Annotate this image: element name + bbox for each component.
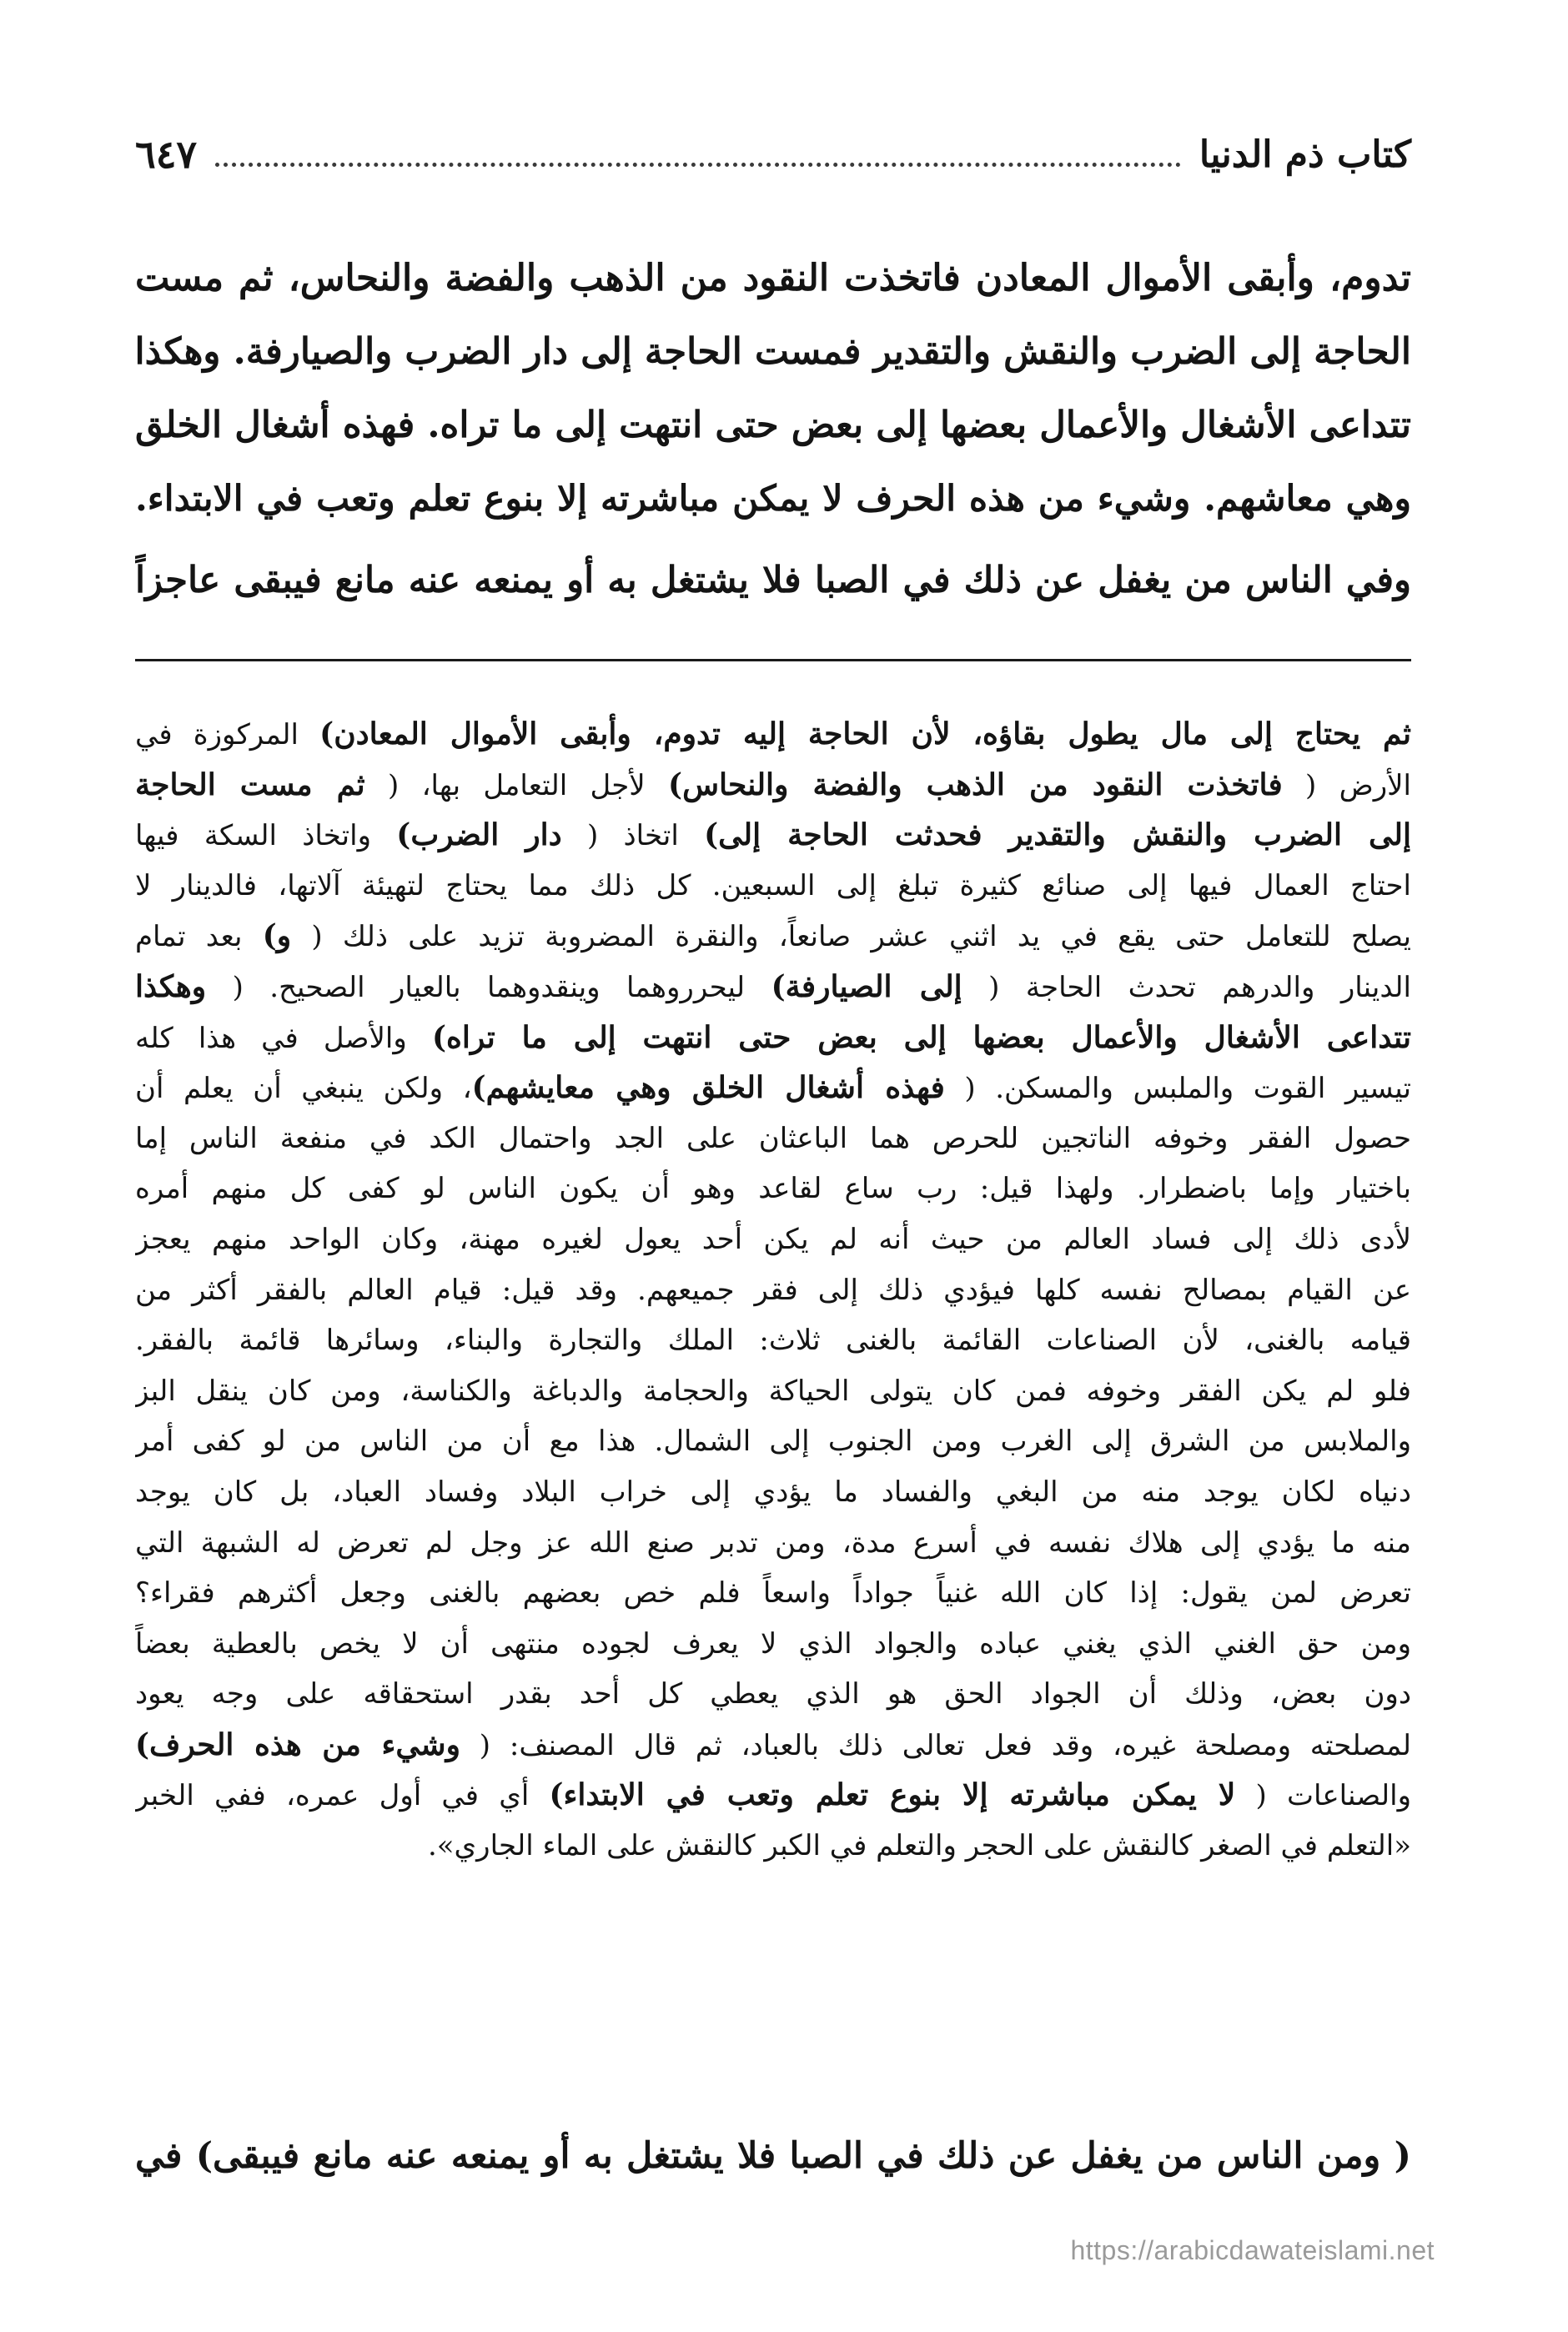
- commentary-line: [135, 861, 1411, 912]
- quoted-main-text: وشيء من هذه الحرف): [135, 1726, 460, 1762]
- quoted-main-text: وهكذا: [135, 968, 207, 1004]
- running-title: كتاب ذم الدنيا: [1199, 133, 1411, 176]
- quoted-main-text: و): [262, 918, 292, 954]
- watermark-url: https://arabicdawateislami.net: [1070, 2235, 1435, 2265]
- commentary-text: أي في أول عمره، ففي الخبر: [135, 1779, 550, 1813]
- commentary-text: ، ولكن ينبغي أن يعلم أن: [135, 1072, 472, 1106]
- commentary-text: لأجل التعامل بها، (: [364, 768, 669, 802]
- quoted-main-text: تتداعى الأشغال والأعمال بعضها إلى بعض حتى انتهت إلى ما تراه): [431, 1019, 1411, 1055]
- commentary-text: عن القيام بمصالح نفسه كلها فيؤدي ذلك إلى فقر جميعهم. وقد قيل: قيام العالم بالفقر أكثر من: [135, 1273, 1411, 1307]
- quoted-main-text: ثم يحتاج إلى مال يطول بقاؤه، لأن الحاجة إليه تدوم، وأبقى الأموال المعادن): [319, 716, 1411, 751]
- quoted-main-text: فاتخذت النقود من الذهب والفضة والنحاس): [668, 766, 1283, 802]
- header-leader-dots: [215, 162, 1181, 167]
- commentary-text: اتخاذ (: [561, 819, 705, 853]
- commentary-line: [135, 1821, 1411, 1872]
- commentary-line: [135, 1113, 1411, 1164]
- commentary-text: والصناعات (: [1235, 1779, 1411, 1813]
- commentary-line: [135, 1518, 1411, 1569]
- commentary-text: بعد تمام: [135, 920, 263, 954]
- commentary-text: المركوزة في: [135, 718, 320, 751]
- commentary-line: [135, 1214, 1411, 1265]
- commentary-line: [135, 1063, 1411, 1113]
- commentary-text: «التعلم في الصغر كالنقش على الحجر والتعلم في الكبر كالنقش على الماء الجاري».: [427, 1829, 1411, 1863]
- commentary-text: لأدى ذلك إلى فساد العالم من حيث أنه لم يكن أحد يعول لغيره مهنة، وكان الواحد منهم يعجز: [135, 1222, 1411, 1256]
- page-number: ٦٤٧: [135, 132, 198, 177]
- commentary-text: فلو لم يكن الفقر وخوفه فمن كان يتولى الحياكة والحجامة والدباغة والكناسة، ومن كان ينقل البز: [135, 1374, 1411, 1408]
- commentary-line: [135, 1568, 1411, 1619]
- main-text-line: وفي الناس من يغفل عن ذلك في الصبا فلا يشتغل به أو يمنعه عنه مانع فيبقى عاجزاً: [135, 559, 1411, 601]
- commentary-text: الأرض (: [1282, 768, 1411, 802]
- commentary-line: [135, 1265, 1411, 1316]
- commentary-line: [135, 810, 1411, 861]
- commentary-line: [135, 1416, 1411, 1467]
- commentary-line: [135, 1467, 1411, 1518]
- commentary-line: [135, 709, 1411, 760]
- commentary-text: دنياه لكان يوجد منه من البغي والفساد ما يؤدي إلى خراب البلاد وفساد العباد، بل كان يوجد: [135, 1475, 1411, 1509]
- commentary-line: [135, 1315, 1411, 1366]
- quoted-main-text: ثم مست الحاجة: [135, 766, 365, 802]
- commentary-line: [135, 911, 1411, 962]
- commentary-line: [135, 962, 1411, 1013]
- continuation-line: ( ومن الناس من يغفل عن ذلك في الصبا فلا يشتغل به أو يمنعه عنه مانع فيبقى) في: [135, 2135, 1411, 2177]
- quoted-main-text: إلى الضرب والنقش والتقدير فحدثت الحاجة إلى): [704, 817, 1411, 853]
- commentary-text: ومن حق الغني الذي يغني عباده والجواد الذي لا يعرف لجوده منتهى أن لا يخص بالعطية بعضاً: [135, 1626, 1411, 1661]
- commentary-line: [135, 1619, 1411, 1670]
- commentary-text: يصلح للتعامل حتى يقع في يد اثني عشر صانعاً، والنقرة المضروبة تزيد على ذلك (: [291, 920, 1411, 954]
- commentary-text: واتخاذ السكة فيها: [135, 819, 397, 853]
- quoted-main-text: لا يمكن مباشرته إلا بنوع تعلم وتعب في الابتداء): [549, 1777, 1236, 1813]
- commentary-text: تعرض لمن يقول: إذا كان الله غنياً جواداً واسعاً فلم خص بعضهم بالغنى وجعل أكثرهم فقراء؟: [135, 1576, 1411, 1611]
- main-text-line: الحاجة إلى الضرب والنقش والتقدير فمست الحاجة إلى دار الضرب والصيارفة. وهكذا: [135, 330, 1411, 373]
- main-text-line: تدوم، وأبقى الأموال المعادن فاتخذت النقود من الذهب والفضة والنحاس، ثم مست: [135, 257, 1411, 299]
- section-divider: [135, 659, 1411, 661]
- commentary-line: [135, 1013, 1411, 1063]
- main-text-line: تتداعى الأشغال والأعمال بعضها إلى بعض حتى انتهت إلى ما تراه. فهذه أشغال الخلق: [135, 404, 1411, 446]
- main-text-block: [135, 242, 1411, 617]
- commentary-line: [135, 1720, 1411, 1771]
- commentary-line: [135, 1163, 1411, 1214]
- main-text-line: وهي معاشهم. وشيء من هذه الحرف لا يمكن مباشرته إلا بنوع تعلم وتعب في الابتداء.: [135, 478, 1411, 520]
- commentary-text: باختيار وإما باضطرار. ولهذا قيل: رب ساع لقاعد وهو أن يكون الناس لو كفى كل منهم أمره: [135, 1172, 1411, 1206]
- quoted-main-text: إلى الصيارفة): [771, 968, 962, 1004]
- page-header: [135, 125, 1411, 183]
- commentary-text: قيامه بالغنى، لأن الصناعات القائمة بالغنى ثلاث: الملك والتجارة والبناء، وسائرها قائمة بالفقر.: [135, 1324, 1411, 1358]
- commentary-text: منه ما يؤدي إلى هلاك نفسه في أسرع مدة، ومن تدبر صنع الله عز وجل لم تعرض له الشبهة التي: [135, 1525, 1411, 1560]
- continuation-block: [135, 2123, 1411, 2189]
- commentary-text: احتاج العمال فيها إلى صنائع كثيرة تبلغ إلى السبعين. كل ذلك مما يحتاج لتهيئة آلاتها، فالدينار لا: [135, 868, 1411, 902]
- commentary-text: تيسير القوت والملبس والمسكن. (: [944, 1072, 1411, 1106]
- commentary-text: حصول الفقر وخوفه الناتجين للحرص هما الباعثان على الجد واحتمال الكد في منفعة الناس إما: [135, 1121, 1411, 1155]
- commentary-text: ليحرروهما وينقدوهما بالعيار الصحيح. (: [206, 970, 771, 1004]
- commentary-text: والأصل في هذا كله: [135, 1021, 432, 1055]
- quoted-main-text: دار الضرب): [396, 817, 562, 853]
- commentary-text: لمصلحته ومصلحة غيره، وقد فعل تعالى ذلك بالعباد، ثم قال المصنف: (: [460, 1728, 1411, 1762]
- commentary-line: [135, 1366, 1411, 1417]
- quoted-main-text: فهذه أشغال الخلق وهي معايشهم): [471, 1070, 945, 1106]
- commentary-text: والملابس من الشرق إلى الغرب ومن الجنوب إلى الشمال. هذا مع أن من الناس من لو كفى أمر: [135, 1425, 1411, 1459]
- commentary-line: [135, 1669, 1411, 1720]
- commentary-text: الدينار والدرهم تحدث الحاجة (: [962, 970, 1411, 1004]
- commentary-block: [135, 709, 1411, 1872]
- commentary-line: [135, 1770, 1411, 1821]
- commentary-line: [135, 760, 1411, 811]
- commentary-text: دون بعض، وذلك أن الجواد الحق هو الذي يعطي كل أحد بقدر استحقاقه على وجه يعود: [135, 1677, 1411, 1711]
